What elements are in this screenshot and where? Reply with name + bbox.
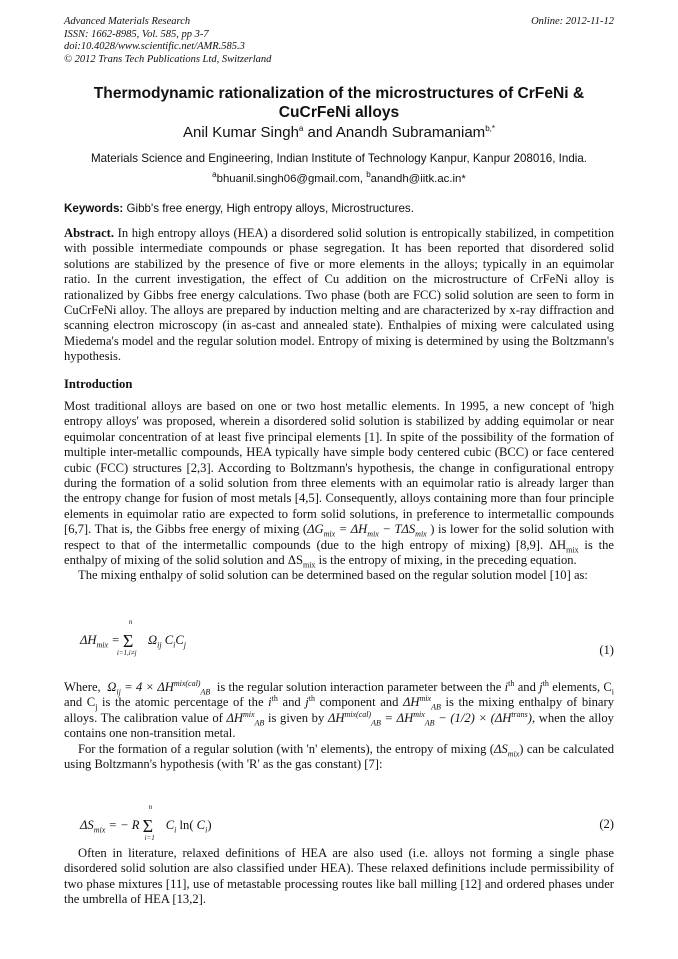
sub-ij: ij <box>116 687 121 697</box>
sub-ij: ij <box>157 640 162 650</box>
equation-1: $\Delta H_{mix}$ = n Σ i=1,i≠j $\Omega_{ij}$ $C_iC_j$ <box>80 618 187 657</box>
th-sup: th <box>271 694 278 704</box>
intro-p3-c: and <box>514 680 540 694</box>
sum-lower: i=1,i≠j <box>116 649 137 657</box>
sum-lower: i=1 <box>144 834 155 842</box>
intro-p1-text-c: is the enthalpy of mixing of the solid solution and ΔS <box>64 537 614 568</box>
intro-p3-b: is the regular solution interaction parameter between the <box>213 680 505 694</box>
sub-i: i <box>174 825 177 835</box>
abstract-text: In high entropy alloys (HEA) a disordered solid solution is entropically stabilized, in competition with possible intermediate compounds or phase segregation. It has been reported that disordered solid solutions are stabilized by the presence of five or more elements in the alloys; typically in an equimolar ratio. In the current investigation, the effect of Cu addition on the microstructure of CrFeNi alloy is rationalized by Gibbs free energy calculations. Two phase (both are FCC) solid solution are seen to form in CuCrFeNi alloy. The alloys are prepared by induction melting and are characterized by x-ray diffraction and scanning electron microscopy (in as-cast and annealed state). Enthalpies of mixing were calculated using Miedema's model and the regular solution model. Entropy of mixing is determined by using the Boltzmann's hypothesis. <box>64 226 614 364</box>
author-2-sup: b,* <box>485 124 495 133</box>
where-text: Where, <box>64 680 101 694</box>
j-var: j <box>539 680 543 694</box>
delta-g: ΔG <box>307 522 324 537</box>
intro-p4-a: For the formation of a regular solution (with 'n' elements), the entropy of mixing ( <box>78 741 494 756</box>
email-b-sup: b <box>366 170 371 180</box>
i-var: i <box>504 680 509 694</box>
sup-trans: trans <box>511 709 528 719</box>
j-var: j <box>305 695 309 710</box>
emails <box>40 170 638 185</box>
gibbs-eq: $\Delta G_{mix} = \Delta H_{mix} - T\Delta S_{mix}$ <box>307 522 427 539</box>
eq2-rhs: = − R <box>108 818 140 832</box>
email-b[interactable]: anandh@iitk.ac.in* <box>370 173 466 185</box>
affiliation: Materials Science and Engineering, Indian Institute of Technology Kanpur, Kanpur 208016, India. <box>90 152 588 165</box>
i-var: i <box>268 695 272 710</box>
sub-i: i <box>173 640 176 650</box>
intro-p3-k: is given by <box>267 710 325 725</box>
sub-mix: mix <box>367 529 379 539</box>
email-a[interactable]: bhuanil.singh06@gmail.com, <box>216 173 367 185</box>
equation-2-number: (2) <box>599 817 614 831</box>
sum-upper: n <box>128 618 133 626</box>
author-1-sup: a <box>298 124 304 133</box>
sub-mix: mix <box>96 640 109 650</box>
author-2: Anandh Subramaniam <box>335 124 486 141</box>
email-a-sup: a <box>212 170 217 180</box>
intro-p3-d: elements, C <box>552 680 612 694</box>
intro-p1-text-d: is the entropy of mixing, in the preceding equation. <box>315 553 577 568</box>
equation-1-number: (1) <box>599 643 614 657</box>
sup-mixcal: mix(cal) <box>344 709 372 719</box>
sub-mix: mix <box>93 825 106 835</box>
copyright: © 2012 Trans Tech Publications Ltd, Switzerland <box>64 53 272 65</box>
intro-p4-b: ) can be calculated using Boltzmann's hypothesis (with 'R' as the gas constant) [7]: <box>64 741 614 772</box>
sup-mix: mix <box>413 709 425 719</box>
intro-p5-text: Often in literature, relaxed definitions of HEA are also used (i.e. alloys not forming a single phase disordered solid solution are also classified under HEA). These relaxed definitions include permissibility of two phase mixtures [11], use of metastable processing routes like ball milling [12] and ordered phases under the umbrella of HEA [13,2]. <box>64 846 614 907</box>
th-sup: th <box>542 678 549 688</box>
sub-j: j <box>183 640 187 650</box>
intro-p3-g: and <box>277 695 306 710</box>
sub-ab: AB <box>371 718 381 728</box>
intro-p1-text: Most traditional alloys are based on one or two host metallic elements. In 1995, a new concept of 'high entropy alloys' was proposed, wherein a disordered solid solution is stabilized by adding equimolar or near equimolar concentration of at least five principal elements [1]. In spite of the possibility of the formation of multiple inter-metallic compounds, HEA typically have simple body centered cubic (BCC) or face centered cubic (FCC) structures [2,3]. According to Boltzmann's hypothesis, the change in configurational entropy during the formation of a solid solution from three elements with an equimolar ratio is already larger than the entropy change for fusion of most metals [4,5]. Consequently, alloys containing more than four principle elements in equimolar ratio are expected to form solid solutions, in preference to intermetallic compounds [6,7]. That is, the Gibbs free energy of mixing ( <box>64 399 614 537</box>
paper-title: Thermodynamic rationalization of the microstructures of CrFeNi & CuCrFeNi alloys <box>93 85 585 121</box>
th-sup: th <box>508 678 515 688</box>
intro-p2-text: The mixing enthalpy of solid solution can be determined based on the regular solution model [10] as: <box>78 568 588 583</box>
intro-paragraph-5 <box>64 846 614 908</box>
sub-mix: mix <box>507 749 520 759</box>
sub-mix: mix <box>566 545 579 555</box>
intro-paragraph-3: Where, $\Omega_{ij} = 4 \times \Delta H^{mix(cal)}_{AB}$ is the regular solution interaction parameter between the $i^{th}$ and $j^{th}$ elements, $C_i$ and $C_j$ is the atomic percentage of the $i^{th}$ and $j^{th}$ component and $\Delta H^{mix}_{AB}$ is the mixing enthalpy of binary alloys. The calibration value of $\Delta H^{mix}_{AB}$ is given by $\Delta H^{mix(cal)}_{AB} = \Delta H^{mix}_{AB} - (1/2) \times (\Delta H^{trans})$, when the alloy contains one non-transition metal. For the formation of a regular solution (with 'n' elements), the entropy of mixing $(\Delta S_{mix})$ can be calculated using Boltzmann's hypothesis (with 'R' as the gas constant) [7]: <box>64 678 615 772</box>
intro-p3-f: is the atomic percentage of the <box>97 695 269 710</box>
abstract <box>64 226 614 365</box>
journal-name: Advanced Materials Research <box>64 16 191 27</box>
sub-mix: mix <box>323 529 336 539</box>
sigma-symbol: Σ <box>122 631 134 651</box>
sub-mix: mix <box>415 529 427 539</box>
sub-ab: AB <box>424 718 435 728</box>
sub-mix: mix <box>302 560 316 570</box>
keywords <box>64 202 414 215</box>
online-date: Online: 2012-11-12 <box>531 16 614 27</box>
sub-j: j <box>95 702 98 712</box>
intro-p3-j: enthalpy of binary alloys. The calibration value of <box>64 695 614 725</box>
intro-p1-text-b: ) is lower for the solid solution with respect to that of the intermetallic compounds (due to the high entropy of mixing) [8,9]. ΔH <box>64 522 614 552</box>
sub-i: i <box>611 687 615 697</box>
intro-paragraph-1 <box>64 399 614 584</box>
paren-close: ) <box>207 818 212 832</box>
intro-p3-i: is the mixing <box>440 695 515 710</box>
th-sup: th <box>308 694 316 704</box>
intro-p3-e: and C <box>64 695 96 710</box>
section-heading-introduction: Introduction <box>64 377 133 391</box>
sum-upper: n <box>148 803 153 811</box>
author-1: Anil Kumar Singh <box>183 124 299 141</box>
sup-mixcal: mix(cal) <box>173 678 201 688</box>
authors-and: and <box>303 124 336 141</box>
sub-ab: AB <box>431 702 441 712</box>
sup-mix: mix <box>242 709 255 719</box>
authors <box>60 124 618 141</box>
half: (1/2) × <box>450 710 487 725</box>
equation-2: $\Delta S_{mix}$ = − R n Σ i=1 $C_i$ ln( $C_i$) <box>80 803 212 842</box>
keywords-label: Keywords: <box>64 202 124 215</box>
intro-p3-l: , when the alloy contains one non-transition metal. <box>64 710 614 741</box>
journal-header <box>64 16 271 66</box>
four-times: = 4 × <box>124 680 155 694</box>
sup-mix: mix <box>419 694 432 704</box>
issn: ISSN: 1662-8985, Vol. 585, pp 3-7 <box>64 28 209 40</box>
keywords-text: Gibb's free energy, High entropy alloys, Microstructures. <box>123 202 414 215</box>
sigma-symbol: Σ <box>142 816 154 836</box>
abstract-label: Abstract. <box>64 226 115 240</box>
ln: ln( <box>179 818 194 832</box>
intro-p3-h: component and <box>315 695 403 710</box>
doi: doi:10.4028/www.scientific.net/AMR.585.3 <box>64 41 245 52</box>
sub-ab: AB <box>254 718 265 728</box>
sub-ab: AB <box>200 687 211 697</box>
sub-i: i <box>205 825 208 835</box>
